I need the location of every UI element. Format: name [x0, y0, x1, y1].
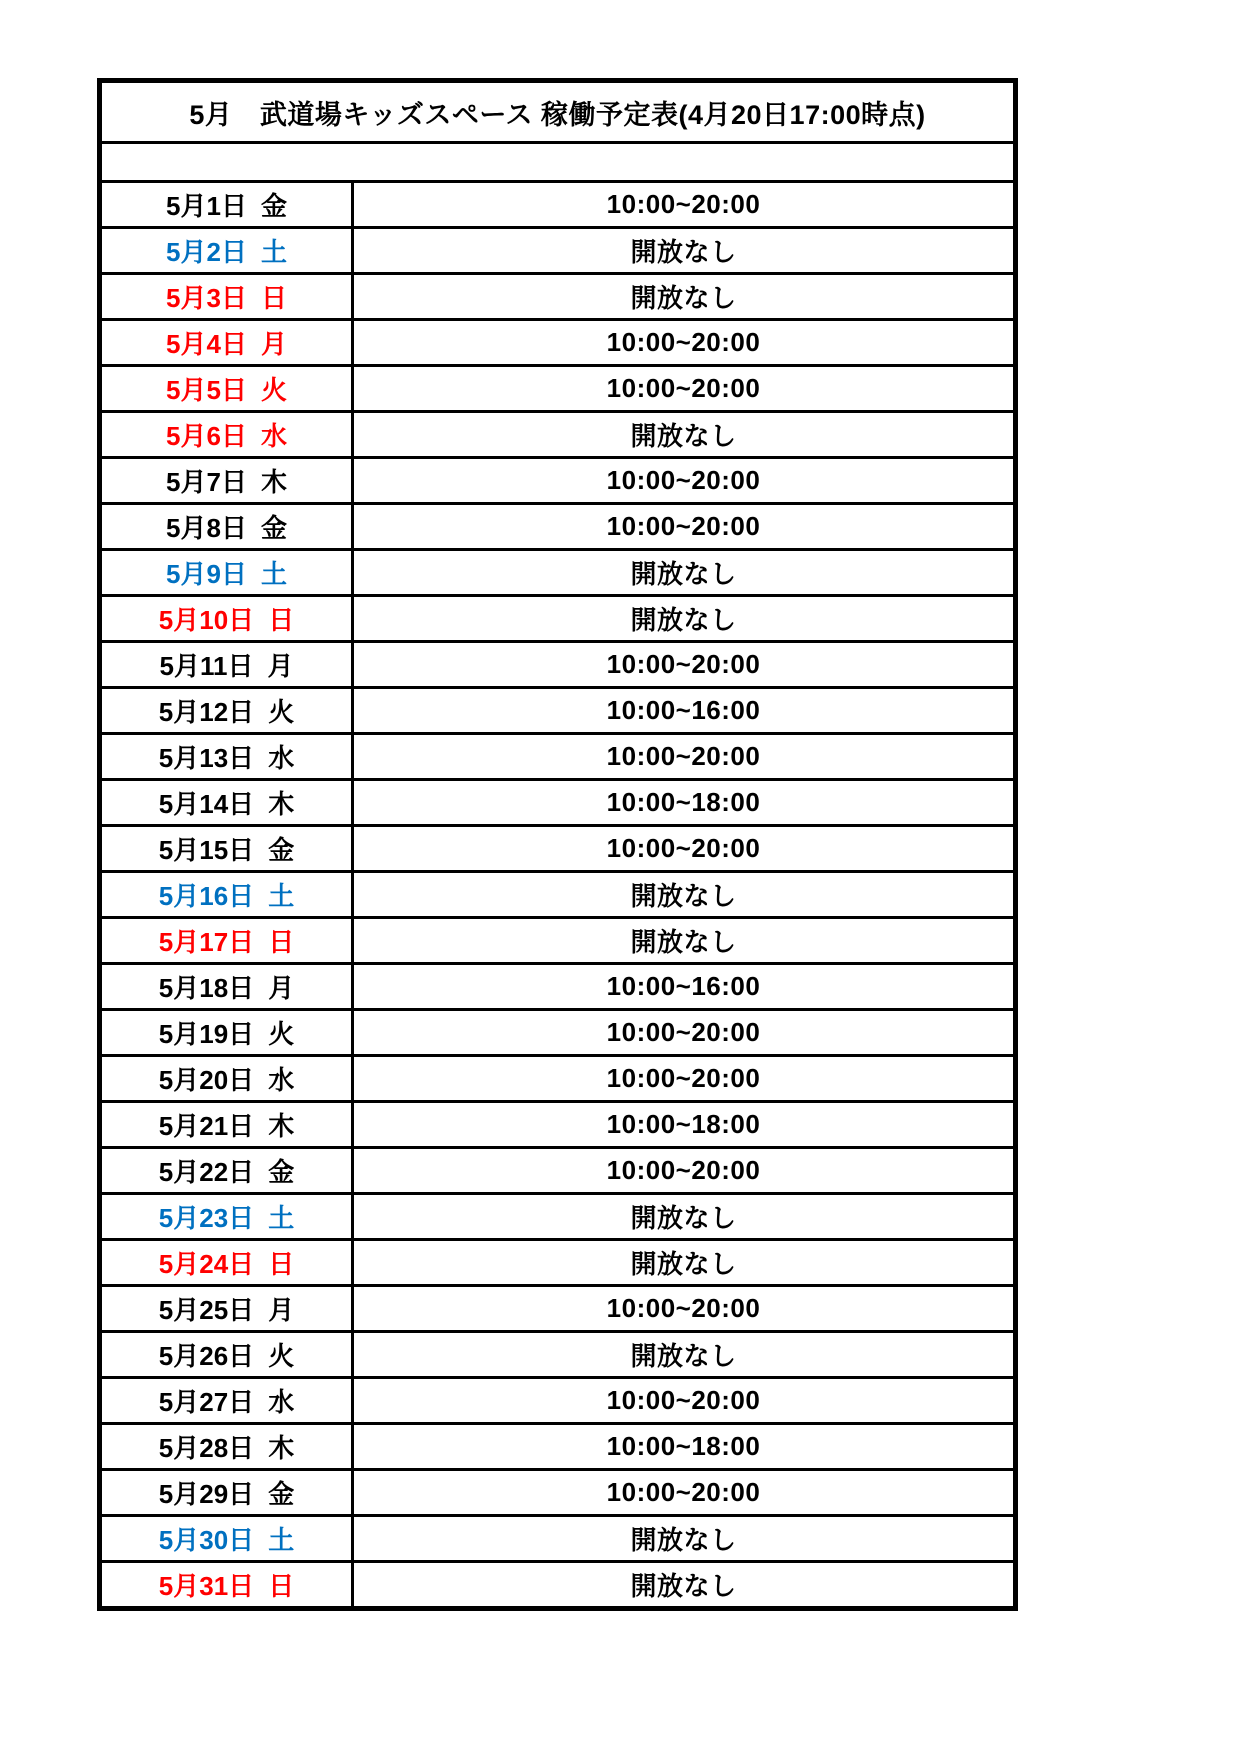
date-label: 5月3日	[166, 283, 247, 313]
date-wrap	[166, 186, 287, 223]
hours-cell: 10:00~16:00	[353, 688, 1016, 734]
hours-cell: 10:00~20:00	[353, 504, 1016, 550]
hours-cell: 10:00~20:00	[353, 1378, 1016, 1424]
title-row	[100, 81, 1016, 143]
date-label: 5月8日	[166, 513, 247, 543]
schedule-row	[100, 1102, 1016, 1148]
hours-cell: 10:00~20:00	[353, 734, 1016, 780]
day-of-week-label: 火	[268, 1019, 295, 1049]
schedule-row	[100, 1240, 1016, 1286]
hours-cell: 10:00~20:00	[353, 826, 1016, 872]
date-cell	[100, 1286, 353, 1332]
hours-cell: 10:00~20:00	[353, 458, 1016, 504]
date-wrap	[159, 692, 294, 729]
schedule-row	[100, 642, 1016, 688]
schedule-sheet	[97, 78, 1013, 1611]
schedule-row	[100, 1562, 1016, 1609]
date-cell	[100, 1148, 353, 1194]
spacer-cell	[100, 143, 1016, 182]
date-label: 5月2日	[166, 237, 247, 267]
date-label: 5月30日	[158, 1525, 255, 1555]
date-label: 5月1日	[166, 191, 247, 221]
schedule-row	[100, 504, 1016, 550]
day-of-week-label: 日	[268, 1571, 295, 1601]
day-of-week-label: 木	[268, 1111, 295, 1141]
date-wrap	[166, 416, 287, 453]
date-cell	[100, 182, 353, 228]
date-wrap	[159, 738, 294, 775]
date-label: 5月5日	[166, 375, 247, 405]
day-of-week-label: 月	[267, 651, 294, 681]
date-cell	[100, 872, 353, 918]
schedule-row	[100, 596, 1016, 642]
date-label: 5月23日	[158, 1203, 255, 1233]
day-of-week-label: 木	[268, 789, 295, 819]
date-label: 5月27日	[158, 1387, 255, 1417]
day-of-week-label: 土	[260, 559, 287, 589]
hours-cell: 開放なし	[353, 1516, 1016, 1562]
day-of-week-label: 日	[268, 927, 295, 957]
date-label: 5月22日	[158, 1157, 255, 1187]
date-cell	[100, 1332, 353, 1378]
hours-cell: 10:00~18:00	[353, 1424, 1016, 1470]
schedule-row	[100, 1056, 1016, 1102]
date-cell	[100, 964, 353, 1010]
hours-cell: 10:00~18:00	[353, 1102, 1016, 1148]
day-of-week-label: 土	[260, 237, 287, 267]
date-cell	[100, 826, 353, 872]
date-cell	[100, 780, 353, 826]
date-wrap	[159, 1428, 294, 1465]
date-cell	[100, 366, 353, 412]
date-wrap	[159, 876, 294, 913]
schedule-row	[100, 826, 1016, 872]
date-cell	[100, 1056, 353, 1102]
day-of-week-label: 月	[260, 329, 287, 359]
day-of-week-label: 土	[268, 1203, 295, 1233]
hours-cell: 開放なし	[353, 1332, 1016, 1378]
date-wrap	[159, 1060, 294, 1097]
date-wrap	[159, 1244, 294, 1281]
date-wrap	[159, 830, 294, 867]
spacer-row	[100, 143, 1016, 182]
date-cell	[100, 1240, 353, 1286]
date-wrap	[159, 1382, 294, 1419]
date-label: 5月17日	[158, 927, 255, 957]
date-cell	[100, 1516, 353, 1562]
schedule-row	[100, 412, 1016, 458]
date-cell	[100, 228, 353, 274]
schedule-row	[100, 274, 1016, 320]
date-label: 5月9日	[166, 559, 247, 589]
date-cell	[100, 274, 353, 320]
hours-cell: 10:00~18:00	[353, 780, 1016, 826]
schedule-row	[100, 1378, 1016, 1424]
date-cell	[100, 1194, 353, 1240]
date-label: 5月15日	[158, 835, 255, 865]
day-of-week-label: 火	[268, 1341, 295, 1371]
hours-cell: 10:00~20:00	[353, 1010, 1016, 1056]
schedule-row	[100, 1010, 1016, 1056]
hours-cell: 10:00~20:00	[353, 182, 1016, 228]
date-cell	[100, 458, 353, 504]
schedule-row	[100, 780, 1016, 826]
hours-cell: 10:00~16:00	[353, 964, 1016, 1010]
date-cell	[100, 918, 353, 964]
schedule-row	[100, 918, 1016, 964]
day-of-week-label: 金	[268, 1157, 295, 1187]
date-cell	[100, 596, 353, 642]
schedule-row	[100, 734, 1016, 780]
schedule-row	[100, 320, 1016, 366]
date-wrap	[166, 324, 287, 361]
date-cell	[100, 642, 353, 688]
date-cell	[100, 734, 353, 780]
schedule-row	[100, 228, 1016, 274]
date-label: 5月13日	[158, 743, 255, 773]
date-label: 5月6日	[166, 421, 247, 451]
schedule-row	[100, 1470, 1016, 1516]
hours-cell: 開放なし	[353, 1562, 1016, 1609]
date-wrap	[159, 1290, 294, 1327]
date-label: 5月24日	[158, 1249, 255, 1279]
day-of-week-label: 月	[268, 1295, 295, 1325]
date-label: 5月26日	[158, 1341, 255, 1371]
date-cell	[100, 1424, 353, 1470]
hours-cell: 開放なし	[353, 550, 1016, 596]
schedule-row	[100, 1424, 1016, 1470]
day-of-week-label: 日	[260, 283, 287, 313]
day-of-week-label: 木	[268, 1433, 295, 1463]
schedule-row	[100, 1194, 1016, 1240]
day-of-week-label: 土	[268, 1525, 295, 1555]
date-wrap	[159, 1152, 294, 1189]
date-label: 5月19日	[158, 1019, 255, 1049]
hours-cell: 10:00~20:00	[353, 1470, 1016, 1516]
hours-cell: 開放なし	[353, 412, 1016, 458]
date-wrap	[159, 1014, 294, 1051]
schedule-row	[100, 366, 1016, 412]
date-cell	[100, 1378, 353, 1424]
date-wrap	[159, 1106, 294, 1143]
day-of-week-label: 月	[268, 973, 295, 1003]
day-of-week-label: 金	[260, 191, 287, 221]
date-wrap	[166, 508, 287, 545]
day-of-week-label: 土	[268, 881, 295, 911]
hours-cell: 10:00~20:00	[353, 366, 1016, 412]
date-wrap	[159, 1198, 294, 1235]
date-wrap	[166, 462, 287, 499]
date-label: 5月20日	[158, 1065, 255, 1095]
hours-cell: 10:00~20:00	[353, 642, 1016, 688]
date-cell	[100, 550, 353, 596]
date-wrap	[166, 554, 287, 591]
date-wrap	[159, 922, 294, 959]
schedule-row	[100, 1332, 1016, 1378]
date-cell	[100, 688, 353, 734]
date-wrap	[160, 646, 294, 683]
date-label: 5月12日	[158, 697, 255, 727]
schedule-row	[100, 1516, 1016, 1562]
date-label: 5月4日	[166, 329, 247, 359]
hours-cell: 開放なし	[353, 596, 1016, 642]
schedule-row	[100, 182, 1016, 228]
date-label: 5月14日	[158, 789, 255, 819]
schedule-row	[100, 688, 1016, 734]
day-of-week-label: 木	[260, 467, 287, 497]
date-wrap	[159, 1520, 294, 1557]
hours-cell: 10:00~20:00	[353, 1148, 1016, 1194]
schedule-row	[100, 458, 1016, 504]
date-wrap	[159, 600, 294, 637]
schedule-row	[100, 872, 1016, 918]
day-of-week-label: 水	[268, 1387, 295, 1417]
date-label: 5月7日	[166, 467, 247, 497]
date-label: 5月31日	[158, 1571, 255, 1601]
day-of-week-label: 水	[268, 743, 295, 773]
day-of-week-label: 日	[268, 605, 295, 635]
date-cell	[100, 320, 353, 366]
day-of-week-label: 火	[268, 697, 295, 727]
day-of-week-label: 金	[260, 513, 287, 543]
day-of-week-label: 日	[268, 1249, 295, 1279]
date-wrap	[159, 1336, 294, 1373]
hours-cell: 10:00~20:00	[353, 320, 1016, 366]
hours-cell: 開放なし	[353, 228, 1016, 274]
date-wrap	[159, 1474, 294, 1511]
date-wrap	[166, 278, 287, 315]
day-of-week-label: 水	[268, 1065, 295, 1095]
hours-cell: 開放なし	[353, 274, 1016, 320]
date-cell	[100, 1102, 353, 1148]
day-of-week-label: 水	[260, 421, 287, 451]
date-label: 5月16日	[158, 881, 255, 911]
date-wrap	[159, 784, 294, 821]
date-label: 5月10日	[158, 605, 255, 635]
date-wrap	[166, 370, 287, 407]
date-label: 5月18日	[158, 973, 255, 1003]
date-label: 5月29日	[158, 1479, 255, 1509]
schedule-row	[100, 1286, 1016, 1332]
date-wrap	[166, 232, 287, 269]
date-label: 5月11日	[159, 651, 254, 681]
date-label: 5月21日	[158, 1111, 255, 1141]
date-cell	[100, 1562, 353, 1609]
hours-cell: 10:00~20:00	[353, 1056, 1016, 1102]
date-cell	[100, 1010, 353, 1056]
schedule-table	[97, 78, 1018, 1611]
schedule-row	[100, 1148, 1016, 1194]
date-cell	[100, 1470, 353, 1516]
day-of-week-label: 金	[268, 835, 295, 865]
date-wrap	[159, 1566, 294, 1603]
page-title: 5月 武道場キッズスペース 稼働予定表(4月20日17:00時点)	[100, 81, 1016, 143]
schedule-row	[100, 550, 1016, 596]
day-of-week-label: 金	[268, 1479, 295, 1509]
date-wrap	[159, 968, 294, 1005]
date-cell	[100, 412, 353, 458]
hours-cell: 開放なし	[353, 872, 1016, 918]
schedule-row	[100, 964, 1016, 1010]
hours-cell: 10:00~20:00	[353, 1286, 1016, 1332]
hours-cell: 開放なし	[353, 1194, 1016, 1240]
date-label: 5月28日	[158, 1433, 255, 1463]
date-label: 5月25日	[158, 1295, 255, 1325]
hours-cell: 開放なし	[353, 1240, 1016, 1286]
date-cell	[100, 504, 353, 550]
day-of-week-label: 火	[260, 375, 287, 405]
hours-cell: 開放なし	[353, 918, 1016, 964]
